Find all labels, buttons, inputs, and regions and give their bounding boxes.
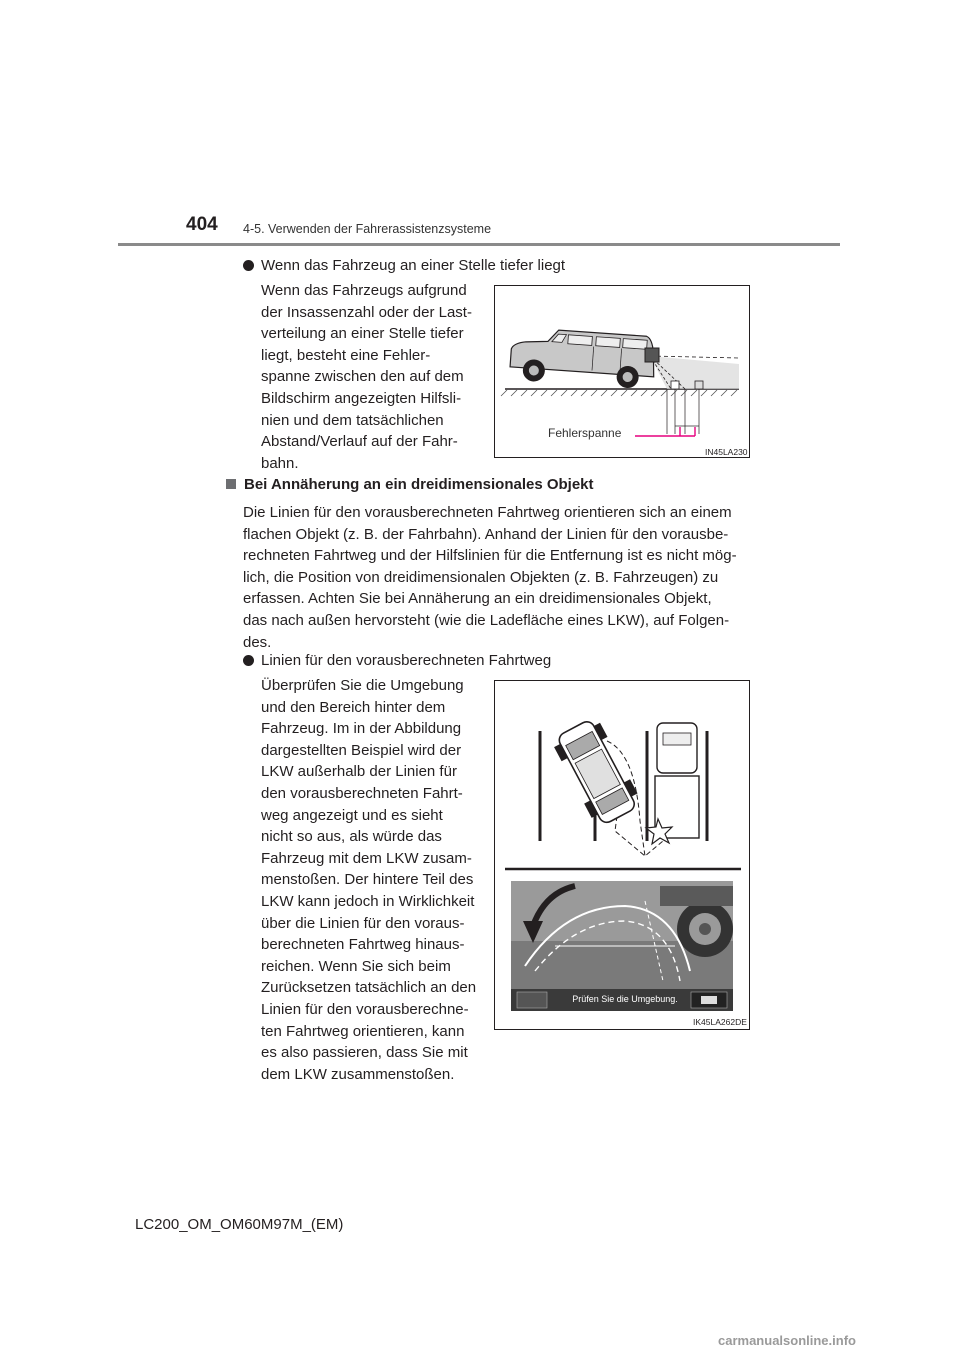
- text-line: der Insassenzahl oder der Last-: [261, 303, 472, 321]
- text-line: nicht so aus, als würde das: [261, 828, 442, 846]
- square-bullet-icon: [226, 479, 236, 489]
- text-line: dargestellten Beispiel wird der: [261, 741, 462, 759]
- text-line: menstoßen. Der hintere Teil des: [261, 871, 474, 889]
- text-line: lich, die Position von dreidimensionalen Objekten (z. B. Fahrzeugen) zu: [243, 568, 719, 586]
- text-line: Wenn das Fahrzeugs aufgrund: [261, 282, 467, 299]
- section2-paragraph: [243, 502, 741, 653]
- text-line: Fahrzeug mit dem LKW zusam-: [261, 849, 472, 867]
- text-line: über die Linien für den voraus-: [261, 914, 465, 932]
- figure-predicted-path: [494, 680, 750, 1030]
- camera-screen-message: Prüfen Sie die Umgebung.: [572, 994, 678, 1004]
- text-line: spanne zwischen den auf dem: [261, 368, 464, 386]
- bullet-heading-lower-position: [243, 255, 565, 276]
- text-line: reichen. Wenn Sie sich beim: [261, 957, 451, 975]
- figure-code: IN45LA230: [705, 447, 748, 457]
- bullet1-paragraph: [261, 280, 479, 474]
- footer-model-code: LC200_OM_OM60M97M_(EM): [135, 1216, 344, 1233]
- text-line: berechneten Fahrtweg hinaus-: [261, 936, 465, 954]
- bullet-heading-text: Wenn das Fahrzeug an einer Stelle tiefer liegt: [261, 257, 566, 274]
- text-line: liegt, besteht eine Fehler-: [261, 346, 431, 364]
- text-line: ten Fahrtweg orientieren, kann: [261, 1022, 465, 1040]
- text-line: Fahrzeug. Im in der Abbildung: [261, 720, 462, 738]
- bullet2-paragraph: [261, 675, 479, 1085]
- text-line: flachen Objekt (z. B. der Fahrbahn). Anhand der Linien für den vorausbe-: [243, 525, 729, 543]
- text-line: Abstand/Verlauf auf der Fahr-: [261, 433, 458, 451]
- watermark: carmanualsonline.info: [718, 1333, 856, 1348]
- bullet-dot-icon: [243, 260, 254, 271]
- text-line: dem LKW zusammenstoßen.: [261, 1065, 455, 1083]
- text-line: erfassen. Achten Sie bei Annäherung an ein dreidimensionales Objekt,: [243, 590, 712, 608]
- text-line: nien und dem tatsächlichen: [261, 411, 444, 429]
- text-line: Überprüfen Sie die Umgebung: [261, 677, 464, 694]
- vehicle-tilt-illustration: [495, 286, 749, 457]
- text-line: bahn.: [261, 454, 299, 472]
- text-line: Linien für den vorausberechne-: [261, 1000, 469, 1018]
- text-line: es also passieren, dass Sie mit: [261, 1044, 468, 1062]
- bullet-dot-icon: [243, 655, 254, 666]
- text-line: des.: [243, 633, 272, 651]
- text-line: den vorausberechneten Fahrt-: [261, 784, 463, 802]
- page-number: 404: [186, 214, 218, 235]
- text-line: verteilung an einer Stelle tiefer: [261, 325, 464, 343]
- figure-error-margin: [494, 285, 750, 458]
- text-line: das nach außen hervorsteht (wie die Ladefläche eines LKW), auf Folgen-: [243, 611, 730, 629]
- header-divider: [118, 243, 840, 246]
- text-line: LKW kann jedoch in Wirklichkeit: [261, 892, 475, 910]
- text-line: und den Bereich hinter dem: [261, 698, 446, 716]
- figure-code: IK45LA262DE: [693, 1017, 747, 1027]
- bullet-heading-text: Linien für den vorausberechneten Fahrtweg: [261, 652, 552, 669]
- section-title: 4-5. Verwenden der Fahrerassistenzsysteme: [243, 222, 492, 236]
- text-line: Zurücksetzen tatsächlich an den: [261, 979, 477, 997]
- error-margin-label: Fehlerspanne: [548, 426, 622, 440]
- text-line: Die Linien für den vorausberechneten Fahrtweg orientieren sich an einem: [243, 504, 732, 521]
- parking-illustration: [495, 681, 749, 1029]
- text-line: Bildschirm angezeigten Hilfsli-: [261, 389, 462, 407]
- subsection-heading-text: Bei Annäherung an ein dreidimensionales Objekt: [244, 476, 594, 493]
- text-line: weg angezeigt und es sieht: [261, 806, 443, 824]
- subsection-heading: [226, 476, 594, 493]
- text-line: rechneten Fahrtweg und der Hilfslinien für die Entfernung ist es nicht mög-: [243, 547, 737, 565]
- bullet-heading-predicted-path: [243, 650, 551, 671]
- text-line: LKW außerhalb der Linien für: [261, 763, 457, 781]
